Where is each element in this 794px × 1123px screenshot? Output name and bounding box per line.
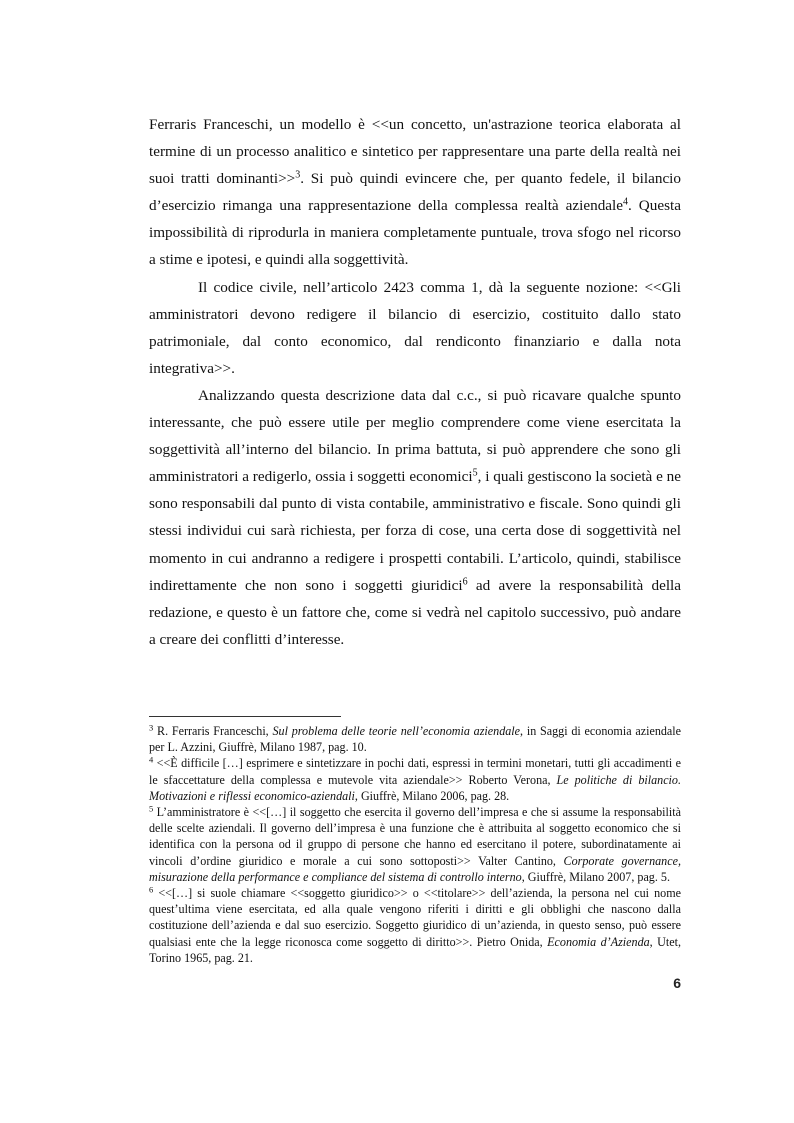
page-number: 6: [673, 975, 681, 991]
footnote-ref-5: 5: [472, 467, 478, 479]
footnotes: [149, 723, 681, 966]
paragraph-text: Analizzando questa descrizione data dal c.c., si può ricavare qualche spunto interessante, che può essere utile per meglio comprendere come viene esercitata la soggettività all’interno del bilancio. In prima battuta, si può apprendere che sono gli amministratori a redigerlo, ossia i soggetti economici: [149, 386, 681, 486]
paragraph-text: . Questa impossibilità di riprodurla in maniera completamente puntuale, trova sfogo nel ricorso a stime e ipotesi, e quindi alla soggettività.: [149, 197, 681, 269]
paragraph-text: . Si può quindi evincere che, per quanto fedele, il bilancio d’esercizio rimanga una rappresentazione della complessa realtà aziendale: [149, 170, 681, 215]
footnote-ref-3: 3: [295, 169, 301, 181]
footnote-text: , Utet, Torino 1965, pag. 21.: [149, 934, 681, 965]
footnote-ref-6: 6: [462, 576, 468, 588]
footnote-4: [149, 755, 681, 804]
footnote-number: 5: [149, 803, 154, 814]
footnote-title: Corporate governance, misurazione della performance e compliance del sistema di controllo interno: [149, 853, 681, 884]
footnote-text: , Giuffrè, Milano 2006, pag. 28.: [354, 788, 510, 803]
footnote-text: <<È difficile […] esprimere e sintetizzare in pochi dati, espressi in termini monetari, tutti gli accadimenti e le sfaccettature della complessa e mutevole vita aziendale>> Roberto Verona,: [149, 756, 681, 787]
footnote-number: 4: [149, 754, 154, 765]
footnote-text: R. Ferraris Franceschi,: [153, 724, 273, 738]
paragraph-analysis: [149, 382, 681, 653]
footnote-text: L’amministratore è <<[…] il soggetto che esercita il governo dell’impresa e che si assume la responsabilità delle scelte aziendali. Il governo dell’impresa è una funzione che è attribuita al soggetto economico che si identifica con la persona od il gruppo di persone che hanno ed esercitano il potere, subordinatamente ai vincoli d’ordine giuridico e morale a cui sono sottoposti>> Valter Cantino,: [149, 805, 681, 868]
footnote-3: [149, 723, 681, 755]
paragraph-text: ad avere la responsabilità della redazione, e questo è un fattore che, come si vedrà nel capitolo successivo, può andare a creare dei conflitti d’interesse.: [149, 576, 682, 648]
paragraph-text: Ferraris Franceschi, un modello è <<un concetto, un'astrazione teorica elaborata al termine di un processo analitico e sintetico per rappresentare una parte della realtà nei suoi tratti dominanti>>: [149, 116, 681, 188]
paragraph-text: Il codice civile, nell’articolo 2423 comma 1, dà la seguente nozione: <<Gli amministratori devono redigere il bilancio di esercizio, costituito dallo stato patrimoniale, dal conto economico, dal rendiconto finanziario e dalla nota integrativa>>.: [149, 278, 681, 377]
paragraph-model-definition: [149, 111, 681, 274]
footnote-number: 3: [149, 722, 154, 733]
footnote-title: Le politiche di bilancio. Motivazioni e riflessi economico-aziendali: [149, 772, 681, 803]
footnote-text: , Giuffrè, Milano 2007, pag. 5.: [521, 869, 670, 884]
footnote-divider: [149, 716, 341, 717]
footnote-6: [149, 885, 681, 966]
footnote-text: <<[…] si suole chiamare <<soggetto giuridico>> o <<titolare>> dell’azienda, la persona nel cui nome quest’ultima viene esercitata, ed alla quale vengono riferiti i diritti e gli obblighi che nascono dalla costituzione dell’azienda e dal suo esercizio. Soggetto giuridico di un’azienda, in questo senso, può essere qualsiasi ente che la legge riconosca come soggetto di diritto>>. Pietro Onida,: [149, 886, 681, 949]
footnote-title: Sul problema delle teorie nell’economia aziendale: [272, 724, 521, 738]
footnote-number: 6: [149, 884, 154, 895]
body-text: [149, 111, 681, 653]
footnote-title: Economia d’Azienda: [547, 934, 650, 949]
footnote-text: , in Saggi di economia aziendale per L. Azzini, Giuffrè, Milano 1987, pag. 10.: [149, 724, 682, 755]
footnote-ref-4: 4: [623, 196, 629, 208]
footnote-5: [149, 804, 681, 885]
paragraph-text: , i quali gestiscono la società e ne sono responsabili dal punto di vista contabile, amministrativo e fiscale. Sono quindi gli stessi individui cui sarà richiesta, per forza di cose, una certa dose di soggettività nel momento in cui andranno a redigere i prospetti contabili. L’articolo, quindi, stabilisce indirettamente che non sono i soggetti giuridici: [149, 468, 681, 594]
paragraph-civil-code: [149, 274, 681, 382]
